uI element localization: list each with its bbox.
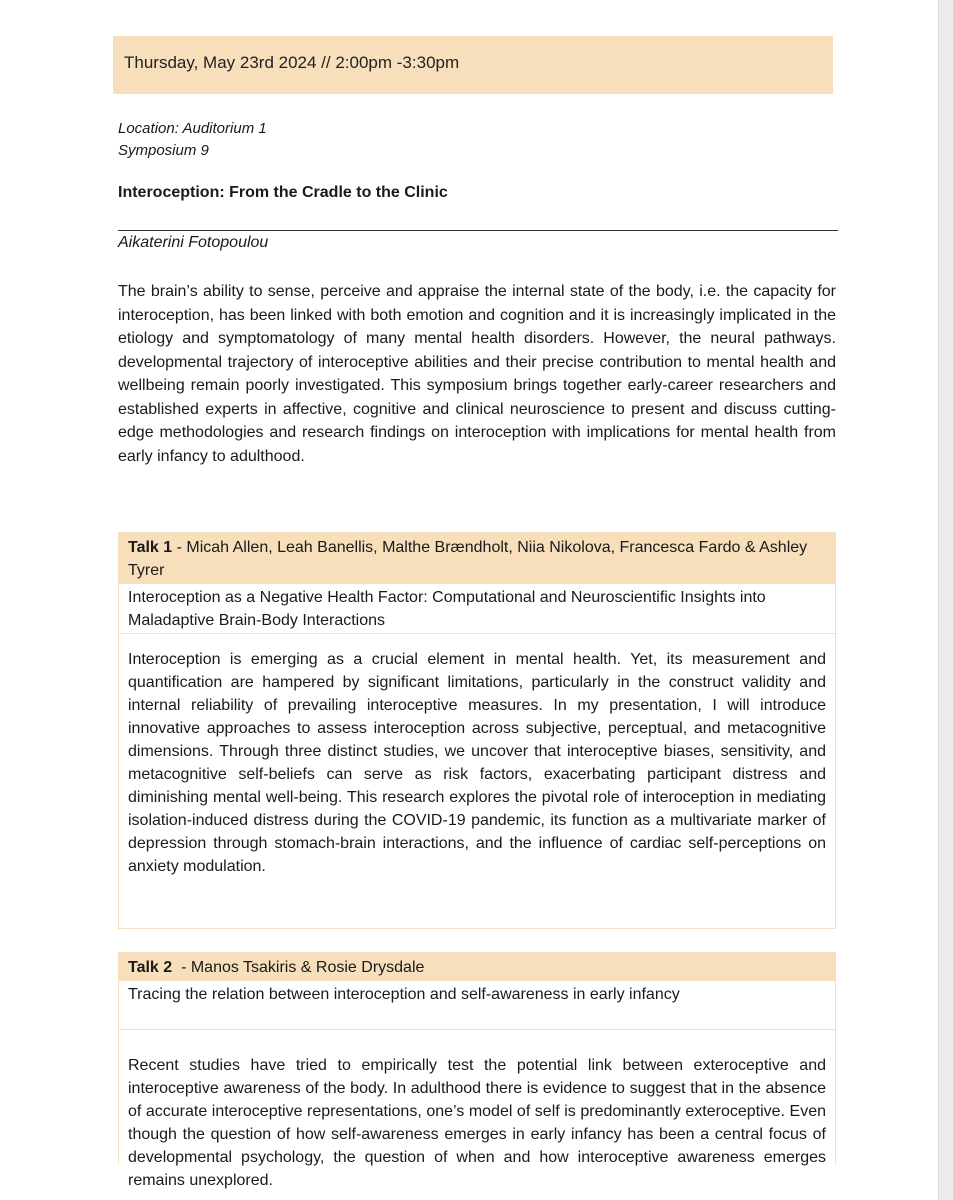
talk-1-block (118, 532, 836, 929)
session-meta (118, 118, 267, 162)
talk-2-authors: - Manos Tsakiris & Rosie Drysdale (172, 959, 425, 976)
talk-1-abstract: Interoception is emerging as a crucial element in mental health. Yet, its measurement and quantification are hampered by significant limitations, particularly in the construct validity and internal reliability of prevailing interoceptive measures. In my presentation, I will introduce innovative approaches to assess interoception across subjective, perceptual, and metacognitive dimensions. Through three distinct studies, we uncover that interoceptive biases, sensitivity, and metacognitive self-beliefs can serve as risk factors, exacerbating participant distress and diminishing mental well-being. This research explores the pivotal role of interoception in mediating isolation-induced distress during the COVID-19 pandemic, its function as a multivariate marker of depression through stomach-brain interactions, and the influence of cardiac self-perceptions on anxiety modulation. (128, 651, 826, 875)
title-divider (118, 230, 838, 231)
symposium-abstract: The brain’s ability to sense, perceive and appraise the internal state of the body, i.e. the capacity for interoception, has been linked with both emotion and cognition and it is increasingly implicated in the etiology and symptomatology of many mental health disorders. However, the neural pathways. developmental trajectory of interoceptive abilities and their precise contribution to mental health and wellbeing remain poorly investigated. This symposium brings together early-career researchers and established experts in affective, cognitive and clinical neuroscience to present and discuss cutting-edge methodologies and research findings on interoception with implications for mental health from early infancy to adulthood. (118, 283, 836, 465)
talk-2-block (118, 952, 836, 1189)
symposium-title: Interoception: From the Cradle to the Clinic (118, 184, 448, 201)
talk-2-title: Tracing the relation between interoception and self-awareness in early infancy (119, 981, 835, 1030)
session-date-banner (113, 36, 833, 94)
symposium-organizer: Aikaterini Fotopoulou (118, 234, 269, 251)
talk-1-title: Interoception as a Negative Health Factor: Computational and Neuroscientific Insights into Maladaptive Brain-Body Interactions (119, 584, 835, 634)
session-location: Location: Auditorium 1 (118, 120, 267, 137)
talk-1-authors: - Micah Allen, Leah Banellis, Malthe Brændholt, Niia Nikolova, Francesca Fardo & Ashley Tyrer (128, 539, 808, 579)
talk-2-header (119, 953, 835, 981)
session-symposium: Symposium 9 (118, 142, 209, 159)
talk-2-label: Talk 2 (128, 959, 173, 976)
talk-2-abstract: Recent studies have tried to empirically test the potential link between exteroceptive and interoceptive awareness of the body. In adulthood there is evidence to suggest that in the absence of accurate interoceptive representations, one’s model of self is predominantly exteroceptive. Even though the question of how self-awareness emerges in early infancy has been a central focus of developmental psychology, the question of when and how interoceptive awareness emerges remains unexplored. (128, 1057, 826, 1189)
session-datetime: Thursday, May 23rd 2024 // 2:00pm -3:30pm (124, 53, 460, 72)
page-edge (938, 0, 953, 1200)
talk-1-header (119, 533, 835, 584)
talk-1-label: Talk 1 (128, 539, 173, 556)
